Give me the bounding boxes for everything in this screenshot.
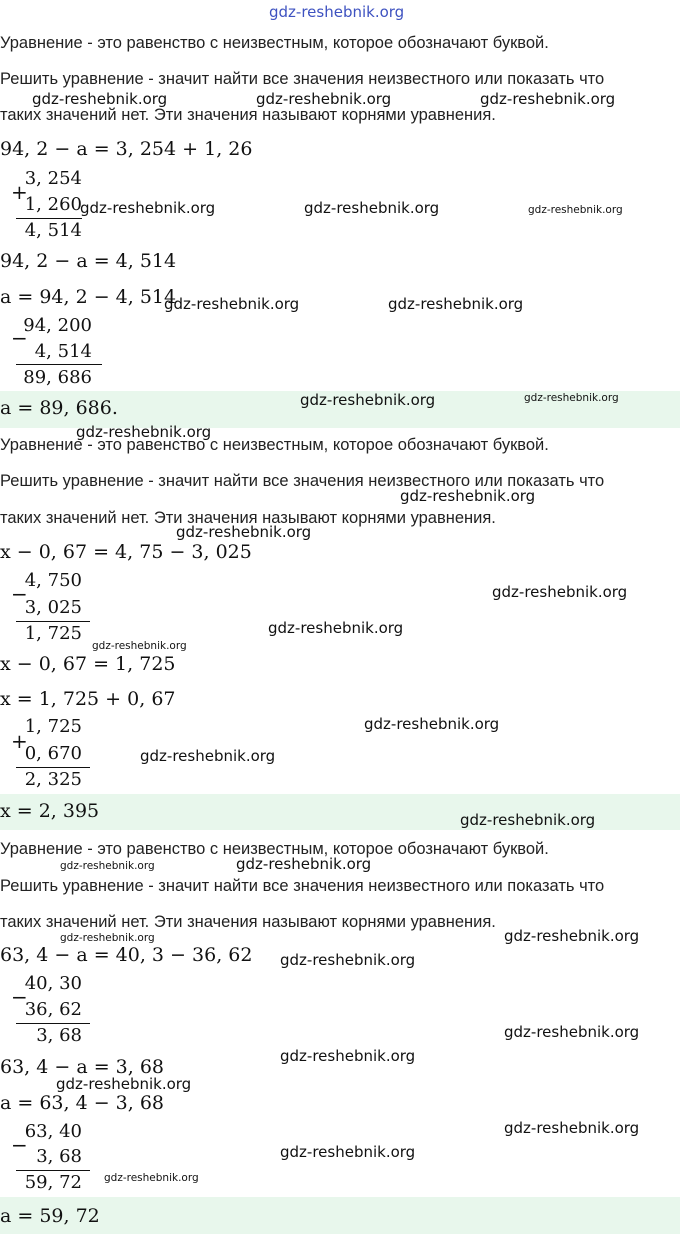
p2-equation-1: x − 0, 67 = 4, 75 − 3, 025 xyxy=(0,541,252,563)
p2-col1-sign: − xyxy=(11,582,28,606)
watermark: gdz-reshebnik.org xyxy=(504,1119,640,1137)
p3-col2-operand-b: 3, 68 xyxy=(36,1146,82,1167)
p3-equation-1: 63, 4 − a = 40, 3 − 36, 62 xyxy=(0,944,253,966)
p2-col2-operand-a: 1, 725 xyxy=(24,716,82,737)
watermark: gdz-reshebnik.org xyxy=(176,523,312,541)
p2-col2-sign: + xyxy=(11,729,28,753)
watermark: gdz-reshebnik.org xyxy=(528,204,623,216)
watermark: gdz-reshebnik.org xyxy=(80,199,216,217)
p3-col2-rule xyxy=(16,1170,90,1171)
watermark: gdz-reshebnik.org xyxy=(268,619,404,637)
definition-line-3: таких значений нет. Эти значения называют корнями уравнения. xyxy=(0,509,496,527)
p2-equation-2: x − 0, 67 = 1, 725 xyxy=(0,653,176,675)
watermark: gdz-reshebnik.org xyxy=(280,1143,416,1161)
p3-col2-result: 59, 72 xyxy=(24,1172,82,1193)
watermark: gdz-reshebnik.org xyxy=(56,1075,192,1093)
p1-col2-operand-a: 94, 200 xyxy=(23,315,92,336)
watermark: gdz-reshebnik.org xyxy=(104,1172,199,1184)
watermark: gdz-reshebnik.org xyxy=(364,715,500,733)
watermark: gdz-reshebnik.org xyxy=(304,199,440,217)
watermark: gdz-reshebnik.org xyxy=(504,927,640,945)
watermark: gdz-reshebnik.org xyxy=(400,487,536,505)
p3-col1-operand-a: 40, 30 xyxy=(24,973,82,994)
p1-col2-result: 89, 686 xyxy=(23,367,92,388)
p1-col1-result: 4, 514 xyxy=(24,220,82,241)
definition-line-3: таких значений нет. Эти значения называют корнями уравнения. xyxy=(0,913,496,931)
p1-col1-operand-a: 3, 254 xyxy=(24,168,82,189)
p1-col2-rule xyxy=(16,364,102,365)
watermark: gdz-reshebnik.org xyxy=(140,747,276,765)
watermark: gdz-reshebnik.org xyxy=(60,860,155,872)
p1-col2-operand-b: 4, 514 xyxy=(34,341,92,362)
watermark: gdz-reshebnik.org xyxy=(480,90,616,108)
watermark: gdz-reshebnik.org xyxy=(280,951,416,969)
watermark: gdz-reshebnik.org xyxy=(76,423,212,441)
watermark: gdz-reshebnik.org xyxy=(492,583,628,601)
watermark: gdz-reshebnik.org xyxy=(504,1023,640,1041)
definition-line-2: Решить уравнение - значит найти все значения неизвестного или показать что xyxy=(0,70,605,88)
definition-line-2: Решить уравнение - значит найти все значения неизвестного или показать что xyxy=(0,877,605,895)
p2-col2-operand-b: 0, 670 xyxy=(24,743,82,764)
p3-col1-operand-b: 36, 62 xyxy=(24,999,82,1020)
watermark: gdz-reshebnik.org xyxy=(300,391,436,409)
p1-col1-sign: + xyxy=(11,180,28,204)
watermark: gdz-reshebnik.org xyxy=(236,855,372,873)
watermark: gdz-reshebnik.org xyxy=(524,392,619,404)
p2-answer: x = 2, 395 xyxy=(0,800,100,822)
definition-line-1: Уравнение - это равенство с неизвестным, которое обозначают буквой. xyxy=(0,436,549,454)
watermark: gdz-reshebnik.org xyxy=(164,295,300,313)
p3-answer: a = 59, 72 xyxy=(0,1205,100,1227)
p2-col1-operand-a: 4, 750 xyxy=(24,570,82,591)
definition-line-1: Уравнение - это равенство с неизвестным, которое обозначают буквой. xyxy=(0,840,549,858)
p2-col2-rule xyxy=(16,767,90,768)
watermark: gdz-reshebnik.org xyxy=(256,90,392,108)
p2-col1-rule xyxy=(16,621,90,622)
definition-line-3: таких значений нет. Эти значения называют корнями уравнения. xyxy=(0,106,496,124)
p2-col2-result: 2, 325 xyxy=(24,769,82,790)
watermark: gdz-reshebnik.org xyxy=(60,932,155,944)
p3-equation-3: a = 63, 4 − 3, 68 xyxy=(0,1092,165,1114)
p1-answer: a = 89, 686. xyxy=(0,397,118,419)
p1-equation-3: a = 94, 2 − 4, 514 xyxy=(0,286,177,308)
definition-line-2: Решить уравнение - значит найти все значения неизвестного или показать что xyxy=(0,472,605,490)
p1-col1-rule xyxy=(16,218,82,219)
watermark: gdz-reshebnik.org xyxy=(388,295,524,313)
p3-answer-highlight xyxy=(0,1197,680,1234)
p2-equation-3: x = 1, 725 + 0, 67 xyxy=(0,688,176,710)
p1-equation-1: 94, 2 − a = 3, 254 + 1, 26 xyxy=(0,138,253,160)
watermark-top[interactable]: gdz-reshebnik.org xyxy=(269,3,405,21)
definition-line-1: Уравнение - это равенство с неизвестным, которое обозначают буквой. xyxy=(0,34,549,52)
p3-col2-sign: − xyxy=(11,1133,28,1157)
p1-equation-2: 94, 2 − a = 4, 514 xyxy=(0,250,177,272)
p3-col2-operand-a: 63, 40 xyxy=(24,1121,82,1142)
p3-col1-sign: − xyxy=(11,985,28,1009)
p1-col2-sign: − xyxy=(11,326,28,350)
p2-col1-operand-b: 3, 025 xyxy=(24,597,82,618)
p1-col1-operand-b: 1, 260 xyxy=(24,194,82,215)
watermark: gdz-reshebnik.org xyxy=(32,90,168,108)
watermark: gdz-reshebnik.org xyxy=(92,640,187,652)
watermark: gdz-reshebnik.org xyxy=(280,1047,416,1065)
watermark: gdz-reshebnik.org xyxy=(460,811,596,829)
p2-col1-result: 1, 725 xyxy=(24,623,82,644)
p3-col1-rule xyxy=(16,1023,90,1024)
p3-col1-result: 3, 68 xyxy=(36,1025,82,1046)
p3-equation-2: 63, 4 − a = 3, 68 xyxy=(0,1056,165,1078)
